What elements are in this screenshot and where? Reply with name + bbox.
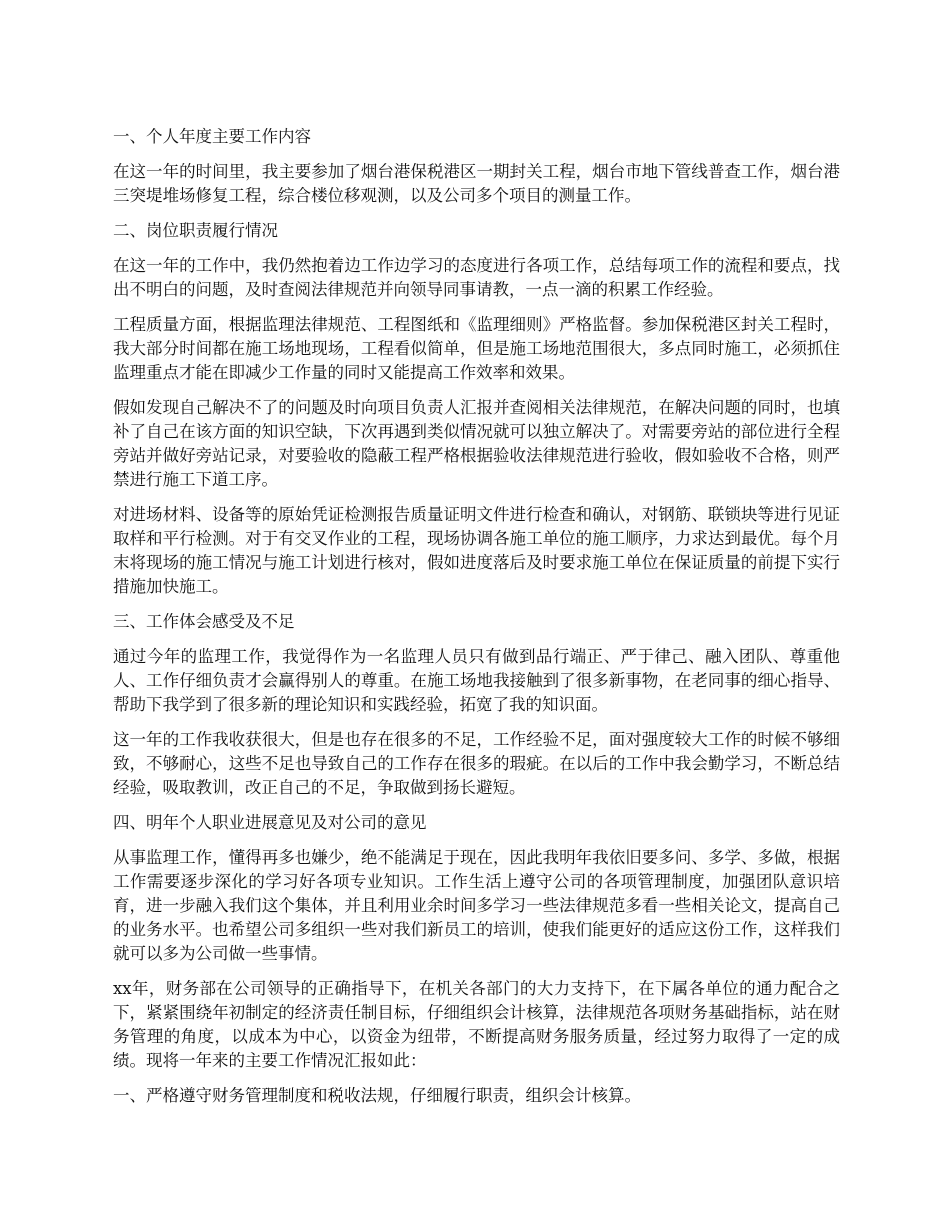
body-paragraph: 从事监理工作，懂得再多也嫌少，绝不能满足于现在，因此我明年我依旧要多问、多学、多做，根据工作需要逐步深化的学习好各项专业知识。工作生活上遵守公司的各项管理制度，加强团队意识培育，进一步融入我们这个集体，并且利用业余时间多学习一些法律规范多看一些相关论文，提高自己的业务水平。也希望公司多组织一些对我们新员工的培训，使我们能更好的适应这份工作，这样我们就可以多为公司做一些事情。 (113, 848, 840, 963)
section-heading-3: 三、工作体会感受及不足 (113, 612, 295, 631)
body-paragraph: 工程质量方面，根据监理法律规范、工程图纸和《监理细则》严格监督。参加保税港区封关工程时，我大部分时间都在施工场地现场，工程看似简单，但是施工场地范围很大，多点同时施工，必须抓住监理重点才能在即减少工作量的同时又能提高工作效率和效果。 (113, 315, 840, 382)
body-paragraph: 在这一年的工作中，我仍然抱着边工作边学习的态度进行各项工作，总结每项工作的流程和要点，找出不明白的问题，及时查阅法律规范并向领导同事请教，一点一滴的积累工作经验。 (113, 256, 840, 299)
body-paragraph: 假如发现自己解决不了的问题及时向项目负责人汇报并查阅相关法律规范，在解决问题的同时，也填补了自己在该方面的知识空缺，下次再遇到类似情况就可以独立解决了。对需要旁站的部位进行全程旁站并做好旁站记录，对要验收的隐蔽工程严格根据验收法律规范进行验收，假如验收不合格，则严禁进行施工下道工序。 (113, 398, 840, 489)
section-heading-5: 一、严格遵守财务管理制度和税收法规，仔细履行职责，组织会计核算。 (113, 1086, 641, 1105)
document-body (113, 125, 840, 1119)
section-heading-1: 一、个人年度主要工作内容 (113, 127, 311, 146)
section-heading-4: 四、明年个人职业进展意见及对公司的意见 (113, 813, 427, 832)
body-paragraph: 这一年的工作我收获很大，但是也存在很多的不足，工作经验不足，面对强度较大工作的时候不够细致，不够耐心，这些不足也导致自己的工作存在很多的瑕疵。在以后的工作中我会勤学习，不断总结经验，吸取教训，改正自己的不足，争取做到扬长避短。 (113, 730, 840, 797)
body-paragraph: 对进场材料、设备等的原始凭证检测报告质量证明文件进行检查和确认，对钢筋、联锁块等进行见证取样和平行检测。对于有交叉作业的工程，现场协调各施工单位的施工顺序，力求达到最优。每个月末将现场的施工情况与施工计划进行核对，假如进度落后及时要求施工单位在保证质量的前提下实行措施加快施工。 (113, 505, 840, 596)
body-paragraph: xx年，财务部在公司领导的正确指导下，在机关各部门的大力支持下，在下属各单位的通力配合之下，紧紧围绕年初制定的经济责任制目标，仔细组织会计核算，法律规范各项财务基础指标，站在财务管理的角度，以成本为中心，以资金为纽带，不断提高财务服务质量，经过努力取得了一定的成绩。现将一年来的主要工作情况汇报如此： (113, 979, 840, 1070)
body-paragraph: 通过今年的监理工作，我觉得作为一名监理人员只有做到品行端正、严于律己、融入团队、尊重他人、工作仔细负责才会赢得别人的尊重。在施工场地我接触到了很多新事物，在老同事的细心指导、帮助下我学到了很多新的理论知识和实践经验，拓宽了我的知识面。 (113, 647, 840, 714)
body-paragraph: 在这一年的时间里，我主要参加了烟台港保税港区一期封关工程，烟台市地下管线普查工作，烟台港三突堤堆场修复工程，综合楼位移观测，以及公司多个项目的测量工作。 (113, 162, 840, 205)
section-heading-2: 二、岗位职责履行情况 (113, 221, 278, 240)
